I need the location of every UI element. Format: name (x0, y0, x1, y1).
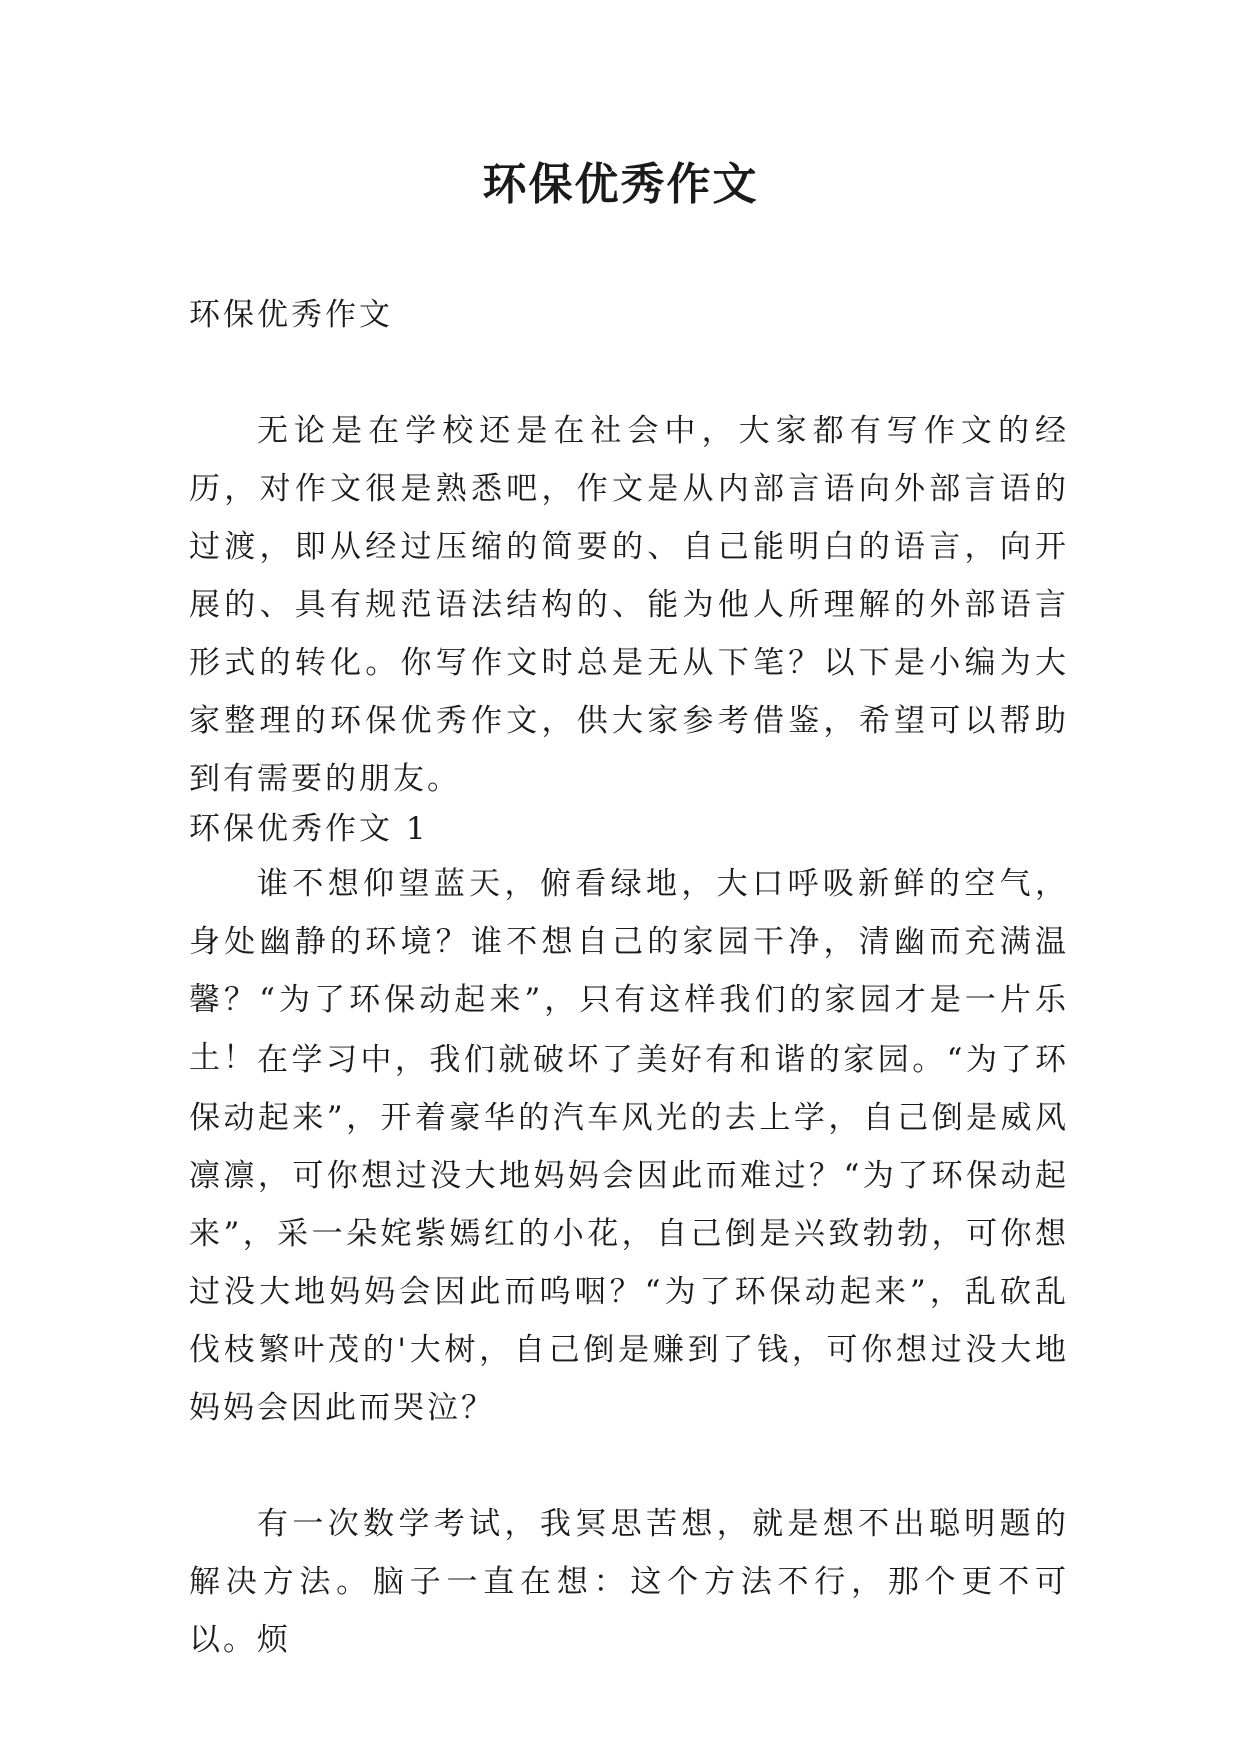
document-subtitle: 环保优秀作文 (189, 297, 393, 333)
essay-paragraph: 有一次数学考试，我冥思苦想，就是想不出聪明题的解决方法。脑子一直在想：这个方法不行，那个更不可以。烦 (189, 1506, 1069, 1658)
essay-paragraph: 在学习中，我们就破坏了美好有和谐的家园。“为了环保动起来”，开着豪华的汽车风光的去上学，自己倒是威风凛凛，可你想过没大地妈妈会因此而难过？“为了环保动起来”，采一朵姹紫嫣红的小花，自己倒是兴致勃勃，可你想过没大地妈妈会因此而呜咽？“为了环保动起来”，乱砍乱伐枝繁叶茂的'大树，自己倒是赚到了钱，可你想过没大地妈妈会因此而哭泣？ (189, 1042, 1069, 1426)
essay-paragraph: 谁不想仰望蓝天，俯看绿地，大口呼吸新鲜的空气，身处幽静的环境？谁不想自己的家园干净，清幽而充满温馨？“为了环保动起来”，只有这样我们的家园才是一片乐土！ (189, 866, 1069, 1076)
intro-paragraph: 无论是在学校还是在社会中，大家都有写作文的经历，对作文很是熟悉吧，作文是从内部言语向外部言语的过渡，即从经过压缩的简要的、自己能明白的语言，向开展的、具有规范语法结构的、能为他人所理解的外部语言形式的转化。你写作文时总是无从下笔？以下是小编为大家整理的环保优秀作文，供大家参考借鉴，希望可以帮助到有需要的朋友。 (189, 413, 1069, 797)
essay-heading: 环保优秀作文 1 (189, 811, 429, 847)
document-title: 环保优秀作文 (482, 159, 759, 210)
